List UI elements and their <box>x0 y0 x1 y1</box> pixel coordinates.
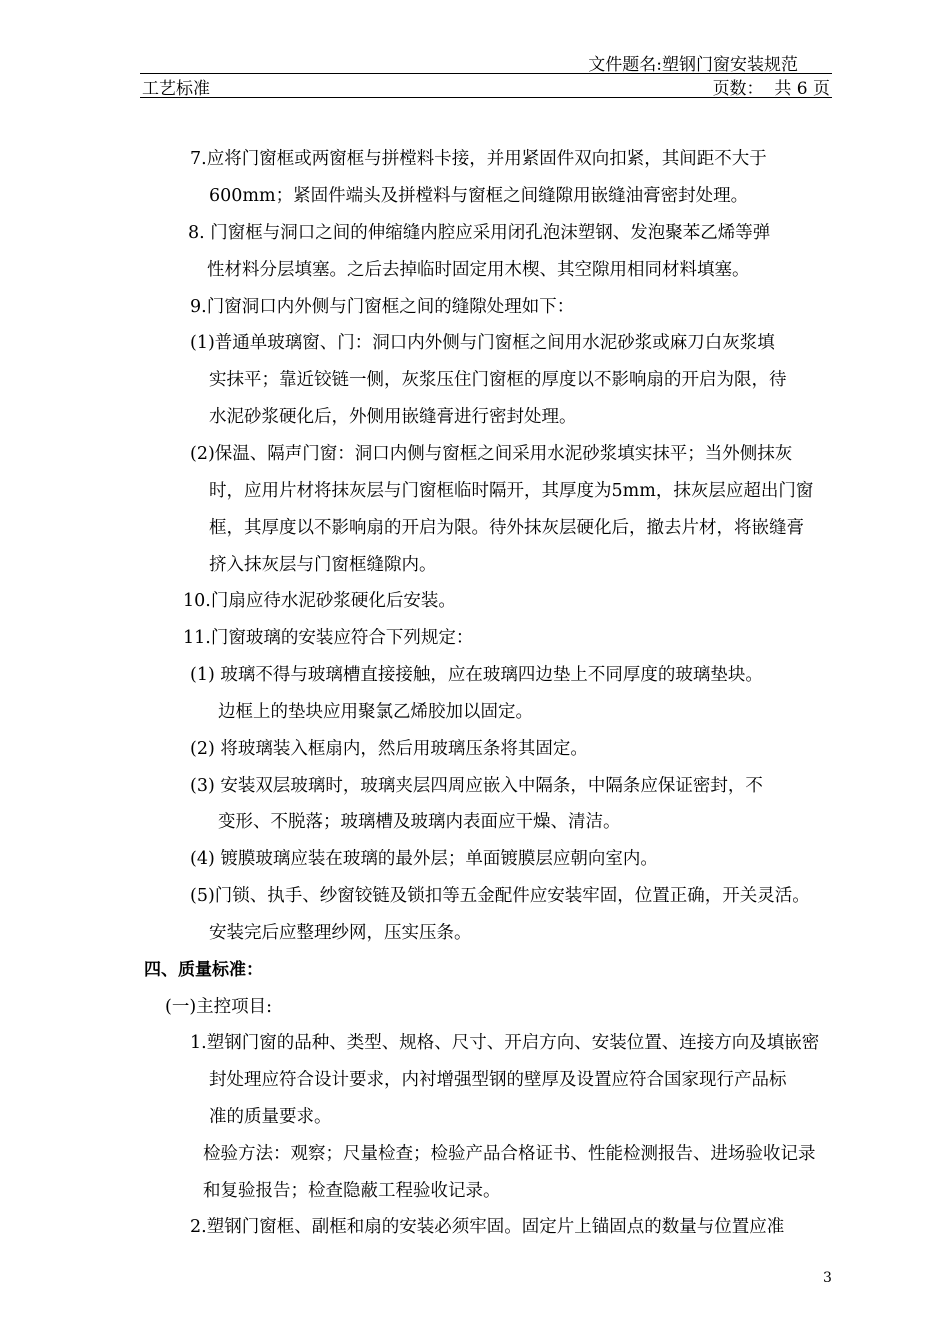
text-line: (4) 镀膜玻璃应装在玻璃的最外层；单面镀膜层应朝向室内。 <box>190 849 658 869</box>
text-line: 实抹平；靠近铰链一侧，灰浆压住门窗框的厚度以不影响扇的开启为限，待 <box>209 370 787 390</box>
text-line: 边框上的垫块应用聚氯乙烯胶加以固定。 <box>218 702 533 722</box>
subsection-heading: (一)主控项目: <box>165 997 273 1017</box>
text-line: (5)门锁、执手、纱窗铰链及锁扣等五金配件应安装牢固，位置正确，开关灵活。 <box>190 886 810 906</box>
text-line: 性材料分层填塞。之后去掉临时固定用木楔、其空隙用相同材料填塞。 <box>207 260 750 280</box>
text-line: (2)保温、隔声门窗：洞口内侧与窗框之间采用水泥砂浆填实抹平；当外侧抹灰 <box>190 444 793 464</box>
document-title: 文件题名:塑钢门窗安装规范 <box>588 55 798 75</box>
text-line: 变形、不脱落；玻璃槽及玻璃内表面应干燥、清洁。 <box>218 812 621 832</box>
text-line: 挤入抹灰层与门窗框缝隙内。 <box>209 555 437 575</box>
text-line: 水泥砂浆硬化后，外侧用嵌缝膏进行密封处理。 <box>209 407 577 427</box>
text-line: 准的质量要求。 <box>209 1107 332 1127</box>
header-rule-bottom <box>140 97 832 98</box>
text-line: 7.应将门窗框或两窗框与拼樘料卡接，并用紧固件双向扣紧，其间距不大于 <box>190 149 767 169</box>
section-heading: 四、质量标准： <box>144 960 263 980</box>
section-label: 工艺标准 <box>142 79 210 99</box>
text-line: 时，应用片材将抹灰层与门窗框临时隔开，其厚度为5mm，抹灰层应超出门窗 <box>209 481 814 501</box>
text-line: (1)普通单玻璃窗、门：洞口内外侧与门窗框之间用水泥砂浆或麻刀白灰浆填 <box>190 333 775 353</box>
text-line: 11.门窗玻璃的安装应符合下列规定： <box>183 628 474 648</box>
text-line: 2.塑钢门窗框、副框和扇的安装必须牢固。固定片上锚固点的数量与位置应准 <box>190 1217 785 1237</box>
text-line: (1) 玻璃不得与玻璃槽直接接触，应在玻璃四边垫上不同厚度的玻璃垫块。 <box>190 665 763 685</box>
page-count: 页数： 共 6 页 <box>712 79 830 99</box>
text-line: 检验方法：观察；尺量检查；检验产品合格证书、性能检测报告、进场验收记录 <box>203 1144 816 1164</box>
text-line: (3) 安装双层玻璃时，玻璃夹层四周应嵌入中隔条，中隔条应保证密封，不 <box>190 776 763 796</box>
text-line: 安装完后应整理纱网，压实压条。 <box>209 923 472 943</box>
text-line: 9.门窗洞口内外侧与门窗框之间的缝隙处理如下： <box>190 297 575 317</box>
text-line: 封处理应符合设计要求，内衬增强型钢的壁厚及设置应符合国家现行产品标 <box>209 1070 787 1090</box>
text-line: 1.塑钢门窗的品种、类型、规格、尺寸、开启方向、安装位置、连接方向及填嵌密 <box>190 1033 820 1053</box>
page-number: 3 <box>823 1270 832 1286</box>
text-line: 和复验报告；检查隐蔽工程验收记录。 <box>203 1181 501 1201</box>
text-line: 600mm；紧固件端头及拼樘料与窗框之间缝隙用嵌缝油膏密封处理。 <box>209 186 749 206</box>
text-line: (2) 将玻璃装入框扇内，然后用玻璃压条将其固定。 <box>190 739 588 759</box>
text-line: 10.门扇应待水泥砂浆硬化后安装。 <box>183 591 456 611</box>
text-line: 框，其厚度以不影响扇的开启为限。待外抹灰层硬化后，撤去片材，将嵌缝膏 <box>209 518 804 538</box>
text-line: 8. 门窗框与洞口之间的伸缩缝内腔应采用闭孔泡沫塑钢、发泡聚苯乙烯等弹 <box>188 223 771 243</box>
